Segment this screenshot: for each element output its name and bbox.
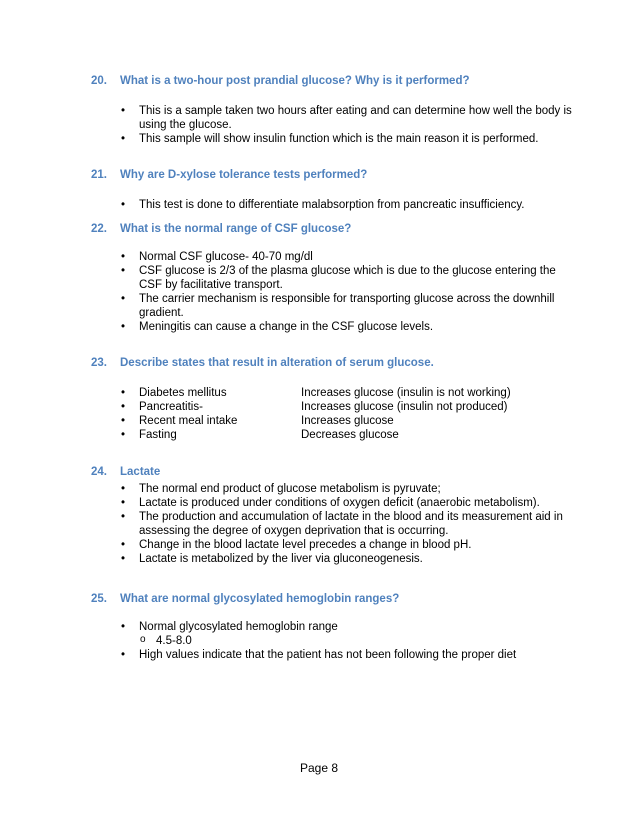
list-item: • This is a sample taken two hours after eating and can determine how well the body is using the glucose. [120,104,580,132]
list-item [120,386,580,400]
list-item: • This sample will show insulin function which is the main reason it is performed. [120,132,580,146]
list-item [120,400,580,414]
question-title: Lactate [120,466,161,478]
list-item: • The normal end product of glucose metabolism is pyruvate; [120,482,580,496]
state-effect: Increases glucose (insulin is not working) [301,387,511,399]
question-20-answers [120,104,580,146]
question-number: 21. [91,169,107,181]
state-name: Diabetes mellitus [139,387,227,399]
list-item: • Meningitis can cause a change in the CSF glucose levels. [120,320,580,334]
state-name: Recent meal intake [139,415,238,427]
question-21-answers [120,198,580,212]
list-item: • Lactate is produced under conditions of oxygen deficit (anaerobic metabolism). [120,496,580,510]
question-title: What is the normal range of CSF glucose? [120,223,352,235]
question-title: What is a two-hour post prandial glucose? Why is it performed? [120,75,470,87]
question-title: Describe states that result in alteration of serum glucose. [120,357,434,369]
state-name: Pancreatitis- [139,401,203,413]
serum-glucose-states-list [120,386,580,442]
question-title: Why are D-xylose tolerance tests performed? [120,169,368,181]
state-effect: Decreases glucose [301,429,399,441]
sub-list-item: o 4.5-8.0 [120,634,580,648]
list-item [120,414,580,428]
page-number: Page 8 [299,761,339,775]
question-title: What are normal glycosylated hemoglobin ranges? [120,593,400,605]
question-number: 23. [91,357,107,369]
list-item: • This test is done to differentiate malabsorption from pancreatic insufficiency. [120,198,580,212]
question-number: 22. [91,223,107,235]
question-number: 24. [91,466,107,478]
state-name: Fasting [139,429,177,441]
list-item: • The production and accumulation of lactate in the blood and its measurement aid in assessing the degree of oxygen deprivation that is occurring. [120,510,580,538]
question-22-answers [120,250,580,334]
list-item: • High values indicate that the patient has not been following the proper diet [120,648,580,662]
list-item: • CSF glucose is 2/3 of the plasma glucose which is due to the glucose entering the CSF by facilitative transport. [120,264,580,292]
question-25-answers [120,620,580,662]
list-item: • The carrier mechanism is responsible for transporting glucose across the downhill gradient. [120,292,580,320]
state-effect: Increases glucose (insulin not produced) [301,401,508,413]
list-item: • Normal glycosylated hemoglobin range [120,620,580,634]
list-item [120,428,580,442]
question-number: 20. [91,75,107,87]
list-item: • Lactate is metabolized by the liver via gluconeogenesis. [120,552,580,566]
question-number: 25. [91,593,107,605]
question-24-answers [120,482,580,566]
list-item: • Change in the blood lactate level precedes a change in blood pH. [120,538,580,552]
list-item: • Normal CSF glucose- 40-70 mg/dl [120,250,580,264]
state-effect: Increases glucose [301,415,394,427]
